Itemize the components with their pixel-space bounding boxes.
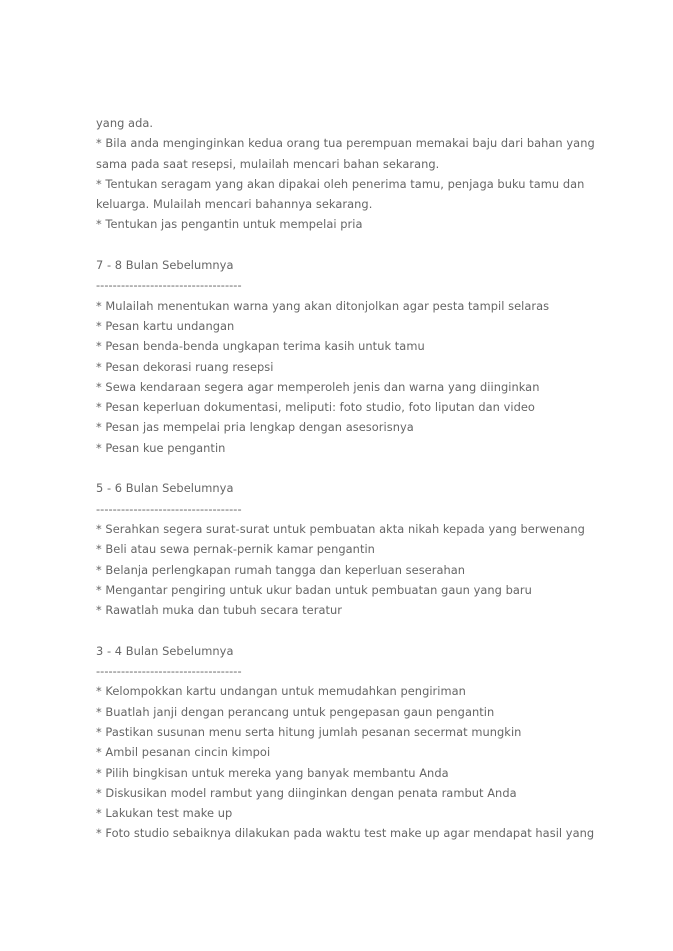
list-item: * Mengantar pengiring untuk ukur badan untuk pembuatan gaun yang baru	[96, 582, 532, 597]
list-item: * Beli atau sewa pernak-pernik kamar pengantin	[96, 542, 375, 557]
text-line: sama pada saat resepsi, mulailah mencari bahan sekarang.	[96, 156, 440, 171]
spacer	[96, 620, 596, 640]
list-item: * Sewa kendaraan segera agar memperoleh jenis dan warna yang diinginkan	[96, 379, 540, 394]
list-item: * Foto studio sebaiknya dilakukan pada waktu test make up agar mendapat hasil yang	[96, 826, 595, 841]
list-item: * Kelompokkan kartu undangan untuk memudahkan pengiriman	[96, 684, 466, 699]
list-item: * Buatlah janji dengan perancang untuk pengepasan gaun pengantin	[96, 704, 495, 719]
section-5-6-months	[96, 478, 596, 620]
section-heading: 5 - 6 Bulan Sebelumnya	[96, 481, 234, 496]
text-line: * Tentukan seragam yang akan dipakai oleh penerima tamu, penjaga buku tamu dan	[96, 176, 585, 191]
list-item: * Pesan keperluan dokumentasi, meliputi: foto studio, foto liputan dan video	[96, 400, 535, 415]
list-item: * Pastikan susunan menu serta hitung jumlah pesanan secermat mungkin	[96, 724, 522, 739]
list-item: * Lakukan test make up	[96, 806, 233, 821]
list-item: * Pesan kartu undangan	[96, 318, 235, 333]
list-item: * Belanja perlengkapan rumah tangga dan keperluan seserahan	[96, 562, 466, 577]
section-heading: 7 - 8 Bulan Sebelumnya	[96, 258, 234, 273]
intro-block	[96, 113, 596, 235]
section-3-4-months	[96, 641, 596, 844]
text-line: * Bila anda menginginkan kedua orang tua perempuan memakai baju dari bahan yang	[96, 136, 595, 151]
list-item: * Rawatlah muka dan tubuh secara teratur	[96, 603, 343, 618]
section-heading: 3 - 4 Bulan Sebelumnya	[96, 643, 234, 658]
text-line: * Tentukan jas pengantin untuk mempelai pria	[96, 217, 363, 232]
list-item: * Pesan dekorasi ruang resepsi	[96, 359, 274, 374]
section-divider: -----------------------------------	[96, 664, 242, 679]
section-7-8-months	[96, 255, 596, 458]
list-item: * Pesan jas mempelai pria lengkap dengan asesorisnya	[96, 420, 414, 435]
spacer	[96, 458, 596, 478]
list-item: * Pesan kue pengantin	[96, 440, 226, 455]
document-body	[96, 113, 596, 844]
section-divider: -----------------------------------	[96, 278, 242, 293]
list-item: * Ambil pesanan cincin kimpoi	[96, 745, 271, 760]
list-item: * Pesan benda-benda ungkapan terima kasih untuk tamu	[96, 339, 425, 354]
section-divider: -----------------------------------	[96, 501, 242, 516]
list-item: * Serahkan segera surat-surat untuk pembuatan akta nikah kepada yang berwenang	[96, 521, 585, 536]
list-item: * Pilih bingkisan untuk mereka yang banyak membantu Anda	[96, 765, 449, 780]
list-item: * Diskusikan model rambut yang diinginkan dengan penata rambut Anda	[96, 785, 517, 800]
spacer	[96, 235, 596, 255]
text-line: yang ada.	[96, 116, 154, 130]
text-line: keluarga. Mulailah mencari bahannya sekarang.	[96, 197, 373, 212]
list-item: * Mulailah menentukan warna yang akan ditonjolkan agar pesta tampil selaras	[96, 298, 550, 313]
